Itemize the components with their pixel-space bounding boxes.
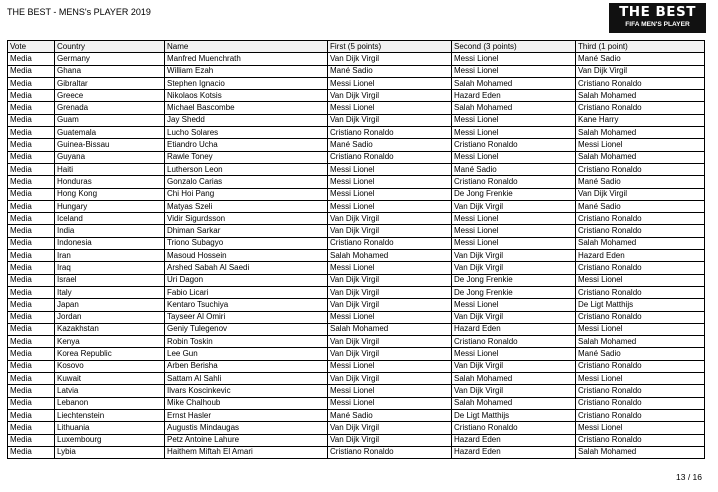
first-choice-cell: Van Dijk Virgil xyxy=(328,286,452,298)
table-row xyxy=(8,90,705,102)
first-choice-cell: Cristiano Ronaldo xyxy=(328,237,452,249)
first-choice-cell: Van Dijk Virgil xyxy=(328,213,452,225)
second-choice-cell: Hazard Eden xyxy=(452,434,576,446)
first-choice-cell: Messi Lionel xyxy=(328,102,452,114)
name-cell: Geniy Tulegenov xyxy=(165,323,328,335)
first-choice-cell: Van Dijk Virgil xyxy=(328,114,452,126)
first-choice-cell: Messi Lionel xyxy=(328,176,452,188)
third-choice-cell: Mané Sadio xyxy=(576,53,705,65)
name-cell: Mike Chalhoub xyxy=(165,397,328,409)
first-choice-cell: Messi Lionel xyxy=(328,385,452,397)
header-third: Third (1 point) xyxy=(576,41,705,53)
third-choice-cell: Cristiano Ronaldo xyxy=(576,434,705,446)
country-cell: Iraq xyxy=(55,262,165,274)
second-choice-cell: Messi Lionel xyxy=(452,213,576,225)
third-choice-cell: Cristiano Ronaldo xyxy=(576,213,705,225)
country-cell: Italy xyxy=(55,286,165,298)
table-row xyxy=(8,250,705,262)
second-choice-cell: Messi Lionel xyxy=(452,348,576,360)
vote-cell: Media xyxy=(8,139,55,151)
second-choice-cell: Salah Mohamed xyxy=(452,77,576,89)
second-choice-cell: De Jong Frenkie xyxy=(452,188,576,200)
second-choice-cell: Van Dijk Virgil xyxy=(452,385,576,397)
first-choice-cell: Van Dijk Virgil xyxy=(328,274,452,286)
vote-cell: Media xyxy=(8,151,55,163)
vote-cell: Media xyxy=(8,299,55,311)
country-cell: Lybia xyxy=(55,446,165,458)
name-cell: Kentaro Tsuchiya xyxy=(165,299,328,311)
country-cell: Latvia xyxy=(55,385,165,397)
third-choice-cell: Cristiano Ronaldo xyxy=(576,385,705,397)
third-choice-cell: Van Dijk Virgil xyxy=(576,65,705,77)
vote-cell: Media xyxy=(8,53,55,65)
third-choice-cell: Salah Mohamed xyxy=(576,90,705,102)
third-choice-cell: Salah Mohamed xyxy=(576,151,705,163)
vote-cell: Media xyxy=(8,373,55,385)
vote-cell: Media xyxy=(8,385,55,397)
table-header-row xyxy=(8,41,705,53)
table-row xyxy=(8,360,705,372)
country-cell: Kosovo xyxy=(55,360,165,372)
table-row xyxy=(8,65,705,77)
document-title: THE BEST - MENS's PLAYER 2019 xyxy=(7,7,151,17)
name-cell: Fabio Licari xyxy=(165,286,328,298)
table-row xyxy=(8,397,705,409)
logo-main-text: THE BEST xyxy=(619,4,696,20)
second-choice-cell: Cristiano Ronaldo xyxy=(452,422,576,434)
table-row xyxy=(8,323,705,335)
vote-cell: Media xyxy=(8,65,55,77)
vote-cell: Media xyxy=(8,127,55,139)
country-cell: Lebanon xyxy=(55,397,165,409)
vote-cell: Media xyxy=(8,102,55,114)
first-choice-cell: Salah Mohamed xyxy=(328,323,452,335)
first-choice-cell: Messi Lionel xyxy=(328,360,452,372)
country-cell: Jordan xyxy=(55,311,165,323)
country-cell: Israel xyxy=(55,274,165,286)
first-choice-cell: Mané Sadio xyxy=(328,65,452,77)
vote-cell: Media xyxy=(8,163,55,175)
third-choice-cell: Messi Lionel xyxy=(576,373,705,385)
table-row xyxy=(8,336,705,348)
vote-cell: Media xyxy=(8,336,55,348)
second-choice-cell: Salah Mohamed xyxy=(452,397,576,409)
first-choice-cell: Van Dijk Virgil xyxy=(328,422,452,434)
country-cell: Guinea-Bissau xyxy=(55,139,165,151)
first-choice-cell: Van Dijk Virgil xyxy=(328,336,452,348)
page-number: 13 / 16 xyxy=(676,472,702,482)
country-cell: Iran xyxy=(55,250,165,262)
name-cell: Manfred Muenchrath xyxy=(165,53,328,65)
table-row xyxy=(8,262,705,274)
name-cell: Uri Dagon xyxy=(165,274,328,286)
name-cell: Dhiman Sarkar xyxy=(165,225,328,237)
country-cell: Indonesia xyxy=(55,237,165,249)
table-row xyxy=(8,127,705,139)
third-choice-cell: Messi Lionel xyxy=(576,139,705,151)
header-name: Name xyxy=(165,41,328,53)
vote-cell: Media xyxy=(8,90,55,102)
votes-table xyxy=(7,40,705,459)
name-cell: Nikolaos Kotsis xyxy=(165,90,328,102)
first-choice-cell: Messi Lionel xyxy=(328,77,452,89)
vote-cell: Media xyxy=(8,446,55,458)
country-cell: Kenya xyxy=(55,336,165,348)
first-choice-cell: Mané Sadio xyxy=(328,139,452,151)
first-choice-cell: Cristiano Ronaldo xyxy=(328,151,452,163)
country-cell: Guyana xyxy=(55,151,165,163)
third-choice-cell: Messi Lionel xyxy=(576,274,705,286)
third-choice-cell: Messi Lionel xyxy=(576,422,705,434)
country-cell: Ghana xyxy=(55,65,165,77)
vote-cell: Media xyxy=(8,176,55,188)
vote-cell: Media xyxy=(8,360,55,372)
vote-cell: Media xyxy=(8,397,55,409)
country-cell: Guatemala xyxy=(55,127,165,139)
name-cell: Ernst Hasler xyxy=(165,409,328,421)
name-cell: Augustis Mindaugas xyxy=(165,422,328,434)
third-choice-cell: Cristiano Ronaldo xyxy=(576,311,705,323)
table-row xyxy=(8,385,705,397)
table-row xyxy=(8,286,705,298)
country-cell: Kuwait xyxy=(55,373,165,385)
table-row xyxy=(8,213,705,225)
second-choice-cell: Messi Lionel xyxy=(452,151,576,163)
table-row xyxy=(8,237,705,249)
third-choice-cell: Cristiano Ronaldo xyxy=(576,225,705,237)
second-choice-cell: Salah Mohamed xyxy=(452,102,576,114)
the-best-logo xyxy=(609,3,706,33)
second-choice-cell: Hazard Eden xyxy=(452,323,576,335)
second-choice-cell: Van Dijk Virgil xyxy=(452,360,576,372)
name-cell: Ilvars Koscinkevic xyxy=(165,385,328,397)
name-cell: Arben Berisha xyxy=(165,360,328,372)
first-choice-cell: Mané Sadio xyxy=(328,409,452,421)
country-cell: Greece xyxy=(55,90,165,102)
name-cell: Jay Shedd xyxy=(165,114,328,126)
table-row xyxy=(8,422,705,434)
vote-cell: Media xyxy=(8,286,55,298)
third-choice-cell: Mané Sadio xyxy=(576,176,705,188)
name-cell: Vidir Sigurdsson xyxy=(165,213,328,225)
third-choice-cell: Kane Harry xyxy=(576,114,705,126)
second-choice-cell: Van Dijk Virgil xyxy=(452,311,576,323)
third-choice-cell: Cristiano Ronaldo xyxy=(576,262,705,274)
third-choice-cell: Van Dijk Virgil xyxy=(576,188,705,200)
third-choice-cell: Salah Mohamed xyxy=(576,446,705,458)
name-cell: Haithem Miftah El Amari xyxy=(165,446,328,458)
first-choice-cell: Messi Lionel xyxy=(328,262,452,274)
vote-cell: Media xyxy=(8,274,55,286)
second-choice-cell: Messi Lionel xyxy=(452,299,576,311)
table-row xyxy=(8,311,705,323)
country-cell: Korea Republic xyxy=(55,348,165,360)
third-choice-cell: Salah Mohamed xyxy=(576,127,705,139)
country-cell: Lithuania xyxy=(55,422,165,434)
name-cell: Michael Bascombe xyxy=(165,102,328,114)
second-choice-cell: Van Dijk Virgil xyxy=(452,200,576,212)
name-cell: Sattam Al Sahli xyxy=(165,373,328,385)
second-choice-cell: Messi Lionel xyxy=(452,127,576,139)
first-choice-cell: Van Dijk Virgil xyxy=(328,90,452,102)
first-choice-cell: Van Dijk Virgil xyxy=(328,373,452,385)
second-choice-cell: Messi Lionel xyxy=(452,53,576,65)
table-row xyxy=(8,188,705,200)
first-choice-cell: Van Dijk Virgil xyxy=(328,434,452,446)
second-choice-cell: Messi Lionel xyxy=(452,114,576,126)
country-cell: Luxembourg xyxy=(55,434,165,446)
second-choice-cell: Cristiano Ronaldo xyxy=(452,336,576,348)
name-cell: Etiandro Ucha xyxy=(165,139,328,151)
country-cell: Haiti xyxy=(55,163,165,175)
country-cell: India xyxy=(55,225,165,237)
third-choice-cell: Cristiano Ronaldo xyxy=(576,360,705,372)
second-choice-cell: Cristiano Ronaldo xyxy=(452,176,576,188)
name-cell: Petz Antoine Lahure xyxy=(165,434,328,446)
first-choice-cell: Messi Lionel xyxy=(328,397,452,409)
table-row xyxy=(8,225,705,237)
header-second: Second (3 points) xyxy=(452,41,576,53)
vote-cell: Media xyxy=(8,77,55,89)
third-choice-cell: Cristiano Ronaldo xyxy=(576,102,705,114)
first-choice-cell: Messi Lionel xyxy=(328,200,452,212)
third-choice-cell: Cristiano Ronaldo xyxy=(576,77,705,89)
table-row xyxy=(8,53,705,65)
first-choice-cell: Van Dijk Virgil xyxy=(328,348,452,360)
vote-cell: Media xyxy=(8,200,55,212)
vote-cell: Media xyxy=(8,237,55,249)
name-cell: Tayseer Al Omiri xyxy=(165,311,328,323)
table-row xyxy=(8,409,705,421)
name-cell: Matyas Szeli xyxy=(165,200,328,212)
first-choice-cell: Van Dijk Virgil xyxy=(328,53,452,65)
table-row xyxy=(8,200,705,212)
second-choice-cell: Messi Lionel xyxy=(452,237,576,249)
country-cell: Kazakhstan xyxy=(55,323,165,335)
first-choice-cell: Messi Lionel xyxy=(328,163,452,175)
name-cell: Lee Gun xyxy=(165,348,328,360)
table-row xyxy=(8,176,705,188)
vote-cell: Media xyxy=(8,188,55,200)
table-row xyxy=(8,373,705,385)
name-cell: Triono Subagyo xyxy=(165,237,328,249)
country-cell: Grenada xyxy=(55,102,165,114)
table-body xyxy=(8,53,705,459)
logo-sub-text: FIFA MEN'S PLAYER xyxy=(625,21,690,28)
first-choice-cell: Messi Lionel xyxy=(328,311,452,323)
vote-cell: Media xyxy=(8,213,55,225)
name-cell: Gonzalo Carias xyxy=(165,176,328,188)
first-choice-cell: Van Dijk Virgil xyxy=(328,299,452,311)
second-choice-cell: Messi Lionel xyxy=(452,225,576,237)
header-country: Country xyxy=(55,41,165,53)
country-cell: Honduras xyxy=(55,176,165,188)
vote-cell: Media xyxy=(8,323,55,335)
vote-cell: Media xyxy=(8,434,55,446)
third-choice-cell: Mané Sadio xyxy=(576,200,705,212)
header-first: First (5 points) xyxy=(328,41,452,53)
country-cell: Hungary xyxy=(55,200,165,212)
name-cell: Chi Hoi Pang xyxy=(165,188,328,200)
table-row xyxy=(8,114,705,126)
first-choice-cell: Messi Lionel xyxy=(328,188,452,200)
second-choice-cell: Salah Mohamed xyxy=(452,373,576,385)
second-choice-cell: Mané Sadio xyxy=(452,163,576,175)
second-choice-cell: De Jong Frenkie xyxy=(452,274,576,286)
second-choice-cell: De Ligt Matthijs xyxy=(452,409,576,421)
name-cell: Stephen Ignacio xyxy=(165,77,328,89)
header-vote: Vote xyxy=(8,41,55,53)
table-row xyxy=(8,163,705,175)
vote-cell: Media xyxy=(8,409,55,421)
table-row xyxy=(8,77,705,89)
second-choice-cell: Hazard Eden xyxy=(452,446,576,458)
vote-cell: Media xyxy=(8,422,55,434)
name-cell: Robin Toskin xyxy=(165,336,328,348)
name-cell: William Ezah xyxy=(165,65,328,77)
name-cell: Rawle Toney xyxy=(165,151,328,163)
third-choice-cell: Cristiano Ronaldo xyxy=(576,286,705,298)
first-choice-cell: Salah Mohamed xyxy=(328,250,452,262)
third-choice-cell: Salah Mohamed xyxy=(576,336,705,348)
vote-cell: Media xyxy=(8,114,55,126)
second-choice-cell: Messi Lionel xyxy=(452,65,576,77)
country-cell: Gibraltar xyxy=(55,77,165,89)
name-cell: Arshed Sabah Al Saedi xyxy=(165,262,328,274)
name-cell: Lutherson Leon xyxy=(165,163,328,175)
vote-cell: Media xyxy=(8,225,55,237)
vote-cell: Media xyxy=(8,348,55,360)
country-cell: Guam xyxy=(55,114,165,126)
first-choice-cell: Cristiano Ronaldo xyxy=(328,127,452,139)
country-cell: Iceland xyxy=(55,213,165,225)
third-choice-cell: Salah Mohamed xyxy=(576,237,705,249)
table-row xyxy=(8,274,705,286)
name-cell: Lucho Solares xyxy=(165,127,328,139)
first-choice-cell: Cristiano Ronaldo xyxy=(328,446,452,458)
third-choice-cell: Hazard Eden xyxy=(576,250,705,262)
table-row xyxy=(8,139,705,151)
second-choice-cell: Hazard Eden xyxy=(452,90,576,102)
second-choice-cell: Cristiano Ronaldo xyxy=(452,139,576,151)
vote-cell: Media xyxy=(8,311,55,323)
first-choice-cell: Van Dijk Virgil xyxy=(328,225,452,237)
third-choice-cell: Messi Lionel xyxy=(576,323,705,335)
country-cell: Germany xyxy=(55,53,165,65)
country-cell: Liechtenstein xyxy=(55,409,165,421)
table-row xyxy=(8,348,705,360)
vote-cell: Media xyxy=(8,262,55,274)
country-cell: Japan xyxy=(55,299,165,311)
third-choice-cell: Cristiano Ronaldo xyxy=(576,163,705,175)
table-row xyxy=(8,151,705,163)
table-row xyxy=(8,102,705,114)
second-choice-cell: Van Dijk Virgil xyxy=(452,262,576,274)
third-choice-cell: Cristiano Ronaldo xyxy=(576,397,705,409)
third-choice-cell: Cristiano Ronaldo xyxy=(576,409,705,421)
second-choice-cell: Van Dijk Virgil xyxy=(452,250,576,262)
third-choice-cell: De Ligt Matthijs xyxy=(576,299,705,311)
country-cell: Hong Kong xyxy=(55,188,165,200)
name-cell: Masoud Hossein xyxy=(165,250,328,262)
table-row xyxy=(8,446,705,458)
second-choice-cell: De Jong Frenkie xyxy=(452,286,576,298)
vote-cell: Media xyxy=(8,250,55,262)
table-row xyxy=(8,434,705,446)
third-choice-cell: Mané Sadio xyxy=(576,348,705,360)
table-row xyxy=(8,299,705,311)
